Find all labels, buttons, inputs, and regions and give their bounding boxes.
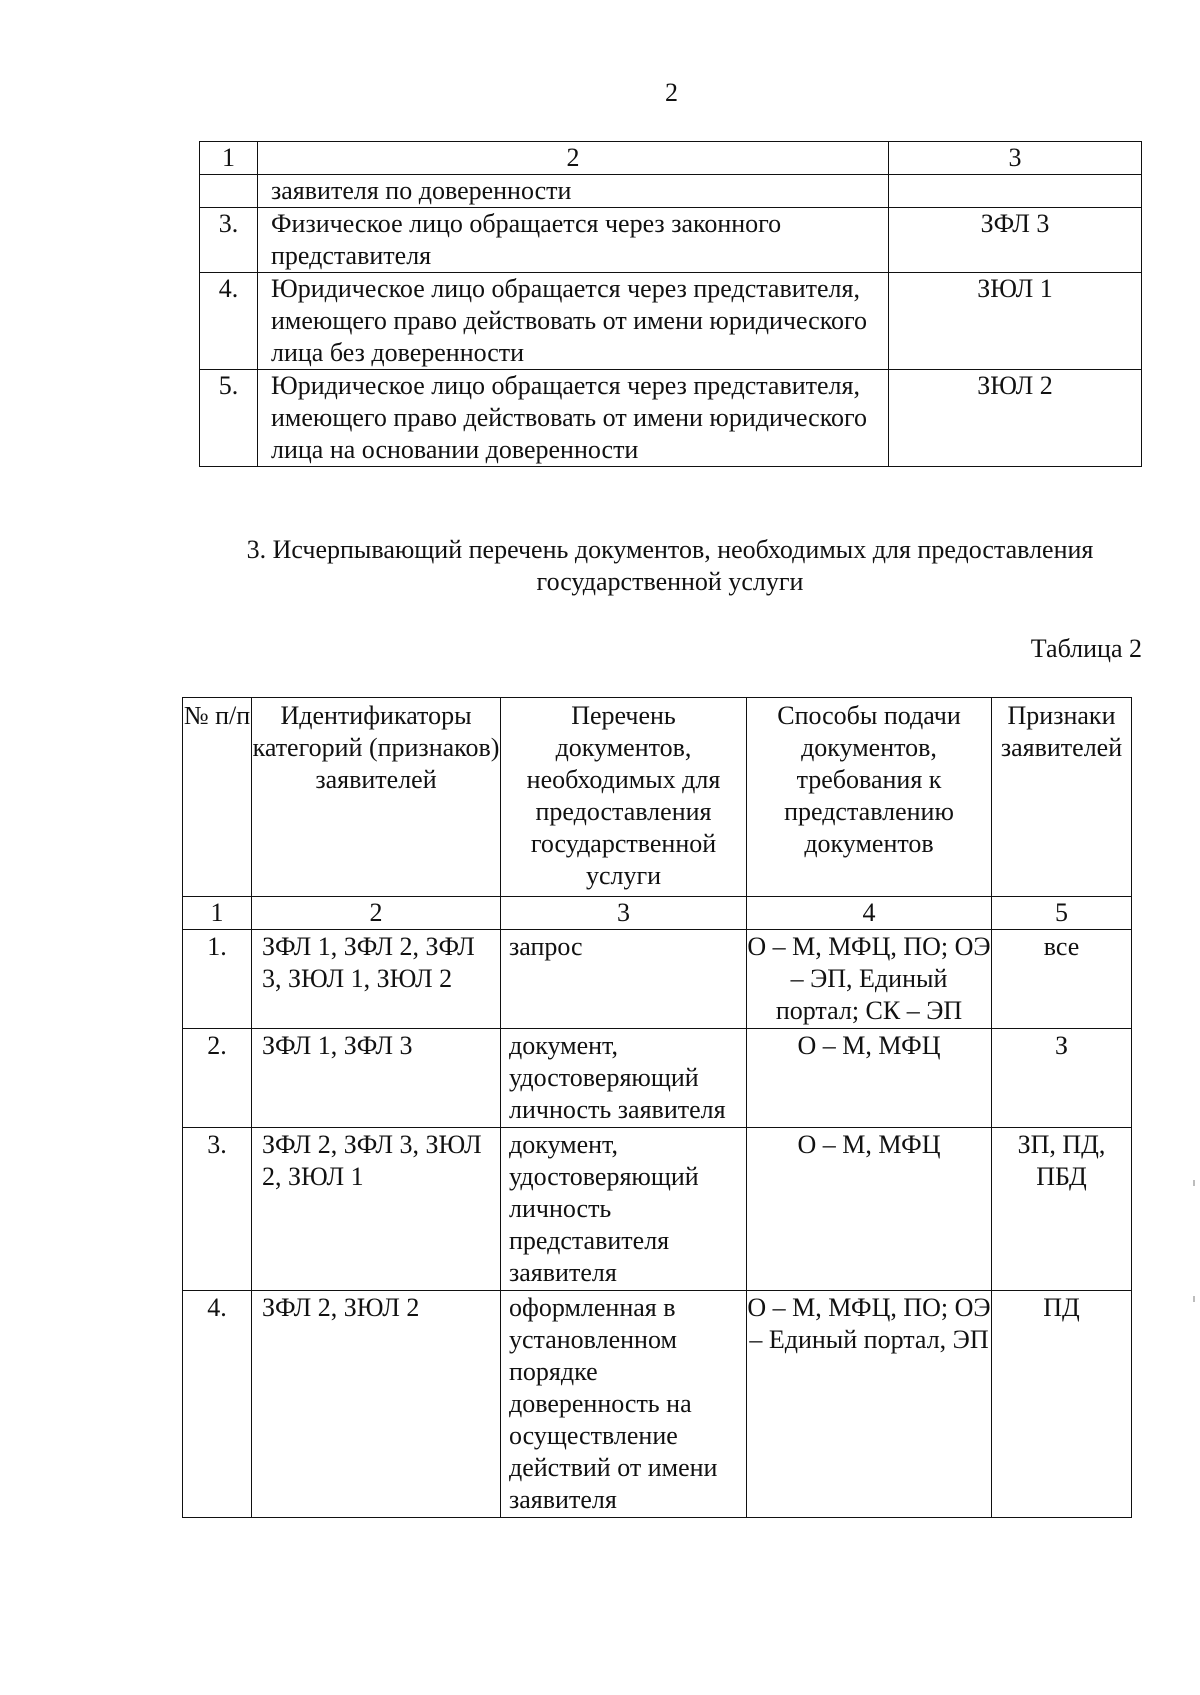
row-code — [889, 175, 1142, 208]
column-number: 2 — [252, 897, 501, 930]
header-cell: Перечень документов, необходимых для предоставления государственной услуги — [501, 698, 747, 897]
column-number: 3 — [501, 897, 747, 930]
applicant-categories-table — [199, 141, 1142, 467]
column-number: 5 — [992, 897, 1132, 930]
row-number: 5. — [200, 370, 258, 467]
row-description: Физическое лицо обращается через законного представителя — [258, 208, 889, 273]
table-row — [200, 370, 1142, 467]
category-ids: ЗФЛ 2, ЗФЛ 3, ЗЮЛ 2, ЗЮЛ 1 — [252, 1128, 501, 1291]
page-number: 2 — [665, 78, 678, 107]
scan-artifact — [1193, 1180, 1195, 1186]
header-cell: Способы подачи документов, требования к представлению документов — [747, 698, 992, 897]
applicant-sign: З — [992, 1029, 1132, 1128]
applicant-sign: все — [992, 930, 1132, 1029]
applicant-sign: ПД — [992, 1291, 1132, 1518]
category-ids: ЗФЛ 2, ЗЮЛ 2 — [252, 1291, 501, 1518]
row-description: Юридическое лицо обращается через представителя, имеющего право действовать от имени юридического лица без доверенности — [258, 273, 889, 370]
category-ids: ЗФЛ 1, ЗФЛ 3 — [252, 1029, 501, 1128]
table-row — [183, 930, 1132, 1029]
submission-method: О – М, МФЦ, ПО; ОЭ – ЭП, Единый портал; СК – ЭП — [747, 930, 992, 1029]
table-row — [200, 208, 1142, 273]
document-name: документ, удостоверяющий личность заявителя — [501, 1029, 747, 1128]
submission-method: О – М, МФЦ — [747, 1128, 992, 1291]
row-number: 1. — [183, 930, 252, 1029]
header-cell: 2 — [258, 142, 889, 175]
category-ids: ЗФЛ 1, ЗФЛ 2, ЗФЛ 3, ЗЮЛ 1, ЗЮЛ 2 — [252, 930, 501, 1029]
table-row — [183, 1128, 1132, 1291]
table-row — [183, 1291, 1132, 1518]
submission-method: О – М, МФЦ — [747, 1029, 992, 1128]
table-row — [183, 1029, 1132, 1128]
row-code: ЗЮЛ 1 — [889, 273, 1142, 370]
document-name: оформленная в установленном порядке доверенность на осуществление действий от имени заявителя — [501, 1291, 747, 1518]
table-row — [200, 175, 1142, 208]
applicant-sign: ЗП, ПД, ПБД — [992, 1128, 1132, 1291]
row-number: 4. — [200, 273, 258, 370]
header-cell: 3 — [889, 142, 1142, 175]
table-row — [200, 273, 1142, 370]
submission-method: О – М, МФЦ, ПО; ОЭ – Единый портал, ЭП — [747, 1291, 992, 1518]
document-name: документ, удостоверяющий личность представителя заявителя — [501, 1128, 747, 1291]
row-description: заявителя по доверенности — [258, 175, 889, 208]
header-cell: Идентификаторы категорий (признаков) заявителей — [252, 698, 501, 897]
row-code: ЗФЛ 3 — [889, 208, 1142, 273]
column-number: 1 — [183, 897, 252, 930]
row-number — [200, 175, 258, 208]
row-number: 3. — [183, 1128, 252, 1291]
row-number: 3. — [200, 208, 258, 273]
table-header-row — [200, 142, 1142, 175]
column-number: 4 — [747, 897, 992, 930]
header-cell: № п/п — [183, 698, 252, 897]
row-number: 2. — [183, 1029, 252, 1128]
header-cell: Признаки заявителей — [992, 698, 1132, 897]
table-caption: Таблица 2 — [1030, 634, 1142, 663]
documents-table — [182, 697, 1132, 1518]
row-code: ЗЮЛ 2 — [889, 370, 1142, 467]
section-title: 3. Исчерпывающий перечень документов, необходимых для предоставления государственной услуги — [246, 535, 1094, 596]
row-number: 4. — [183, 1291, 252, 1518]
header-cell: 1 — [200, 142, 258, 175]
table-header-row — [183, 698, 1132, 897]
row-description: Юридическое лицо обращается через представителя, имеющего право действовать от имени юридического лица на основании доверенности — [258, 370, 889, 467]
column-number-row — [183, 897, 1132, 930]
document-name: запрос — [501, 930, 747, 1029]
scan-artifact — [1193, 1296, 1195, 1302]
